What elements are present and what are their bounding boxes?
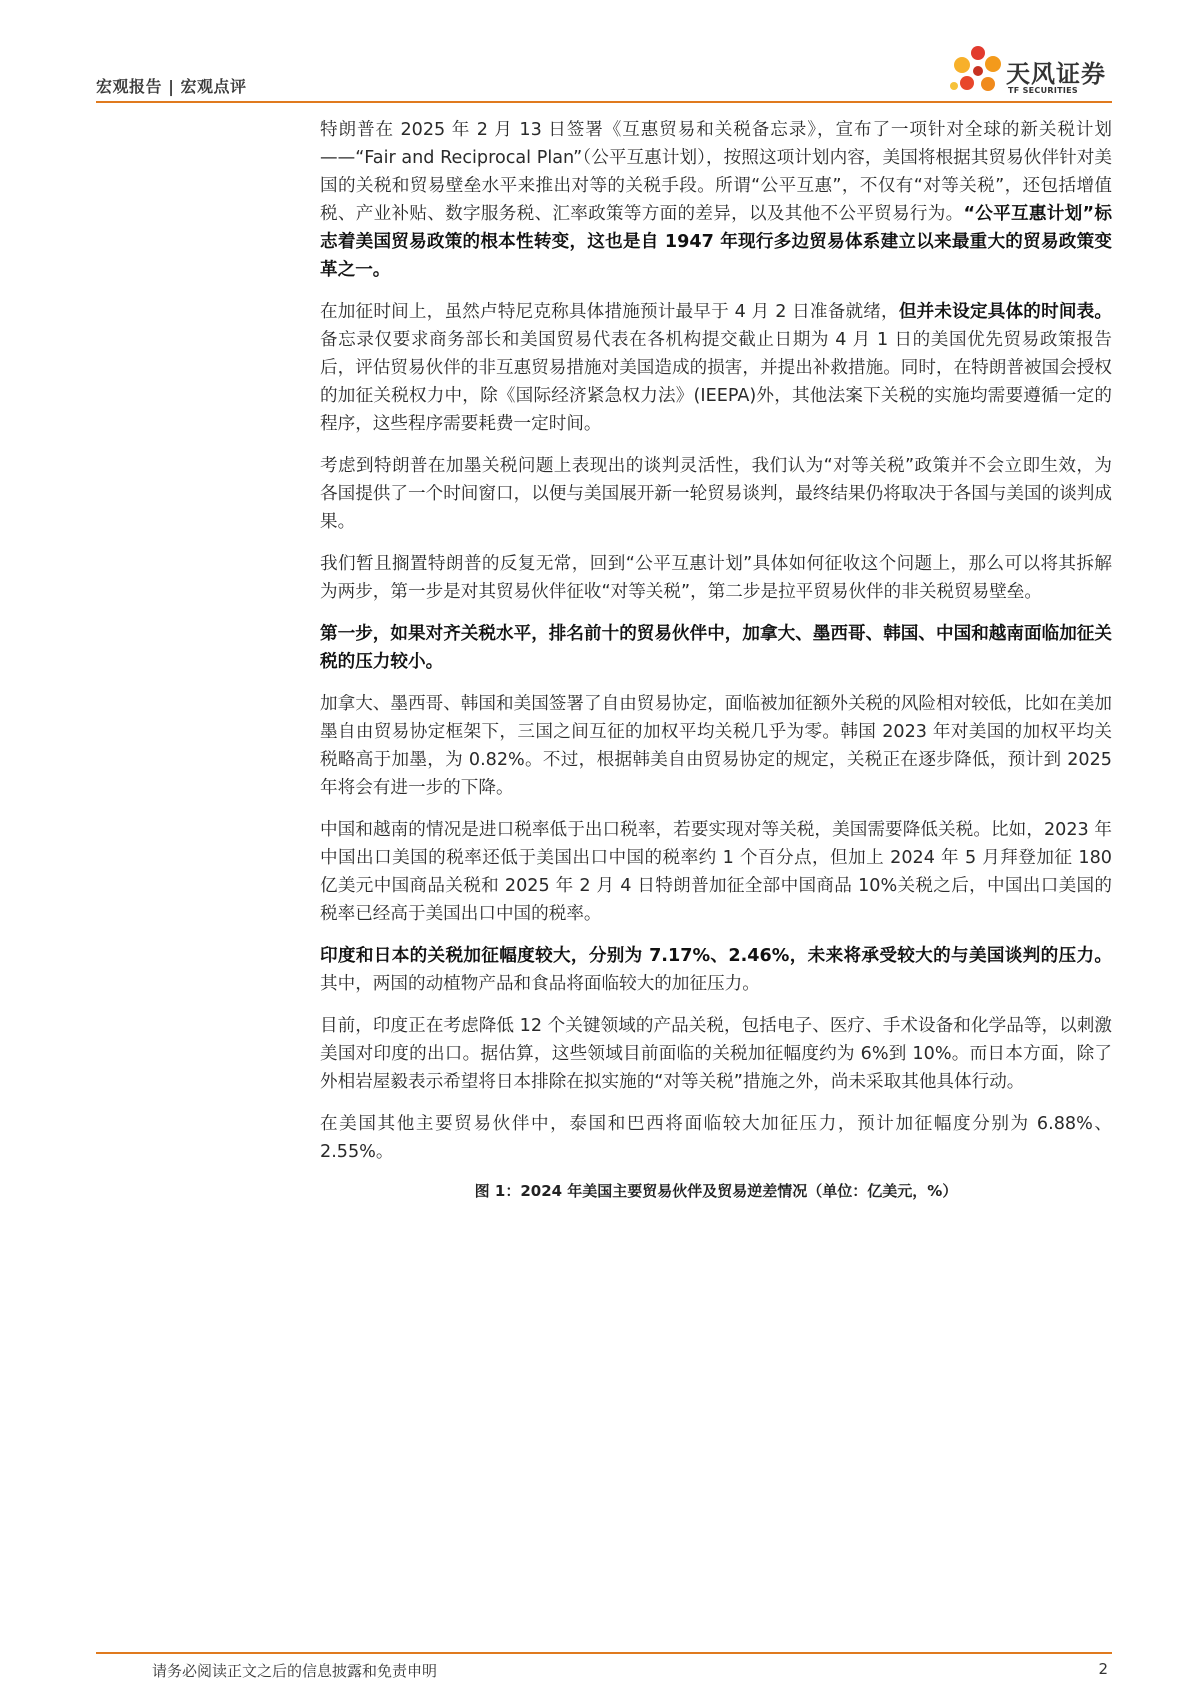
emphasis-text: 第一步，如果对齐关税水平，排名前十的贸易伙伴中，加拿大、墨西哥、韩国、中国和越南面临加征关税的压力较小。 xyxy=(320,624,1112,672)
emphasis-text: 印度和日本的关税加征幅度较大，分别为 7.17%、2.46%，未来将承受较大的与美国谈判的压力。 xyxy=(320,946,1112,966)
paragraph-text: 备忘录仅要求商务部长和美国贸易代表在各机构提交截止日期为 4 月 1 日的美国优先贸易政策报告后，评估贸易伙伴的非互惠贸易措施对美国造成的损害，并提出补救措施。同时，在特朗普被国会授权的加征关税权力中，除《国际经济紧急权力法》(IEEPA)外，其他法案下关税的实施均需要遵循一定的程序，这些程序需要耗费一定时间。 xyxy=(320,330,1112,434)
footer-divider xyxy=(96,1652,1112,1654)
page-footer xyxy=(96,1652,1112,1682)
emphasis-text: 但并未设定具体的时间表。 xyxy=(898,302,1112,322)
body-paragraph xyxy=(320,452,1112,536)
body-paragraph xyxy=(320,298,1112,438)
emphasis-text: “公平互惠计划”标志着美国贸易政策的根本性转变，这也是自 1947 年现行多边贸易体系建立以来最重大的贸易政策变革之一。 xyxy=(320,204,1112,280)
body-paragraph xyxy=(320,116,1112,284)
report-body xyxy=(320,116,1112,1201)
body-paragraph xyxy=(320,942,1112,998)
company-logo xyxy=(948,44,1118,100)
paragraph-text: 加拿大、墨西哥、韩国和美国签署了自由贸易协定，面临被加征额外关税的风险相对较低，比如在美加墨自由贸易协定框架下，三国之间互征的加权平均关税几乎为零。韩国 2023 年对美国的加权平均关税略高于加墨，为 0.82%。不过，根据韩美自由贸易协定的规定，关税正在逐步降低，预计到 2025 年将会有进一步的下降。 xyxy=(320,694,1112,798)
paragraph-text: 考虑到特朗普在加墨关税问题上表现出的谈判灵活性，我们认为“对等关税”政策并不会立即生效，为各国提供了一个时间窗口，以便与美国展开新一轮贸易谈判，最终结果仍将取决于各国与美国的谈判成果。 xyxy=(320,456,1112,532)
paragraph-text: 我们暂且搁置特朗普的反复无常，回到“公平互惠计划”具体如何征收这个问题上，那么可以将其拆解为两步，第一步是对其贸易伙伴征收“对等关税”，第二步是拉平贸易伙伴的非关税贸易壁垒。 xyxy=(320,554,1112,602)
paragraph-text: 中国和越南的情况是进口税率低于出口税率，若要实现对等关税，美国需要降低关税。比如，2023 年中国出口美国的税率还低于美国出口中国的税率约 1 个百分点，但加上 2024 年 5 月拜登加征 180 亿美元中国商品关税和 2025 年 2 月 4 日特朗普加征全部中国商品 10%关税之后，中国出口美国的税率已经高于美国出口中国的税率。 xyxy=(320,820,1112,924)
figure-caption: 图 1：2024 年美国主要贸易伙伴及贸易逆差情况（单位：亿美元，%） xyxy=(474,1182,958,1200)
paragraph-text: 目前，印度正在考虑降低 12 个关键领域的产品关税，包括电子、医疗、手术设备和化学品等，以刺激美国对印度的出口。据估算，这些领域目前面临的关税加征幅度约为 6%到 10%。而日本方面，除了外相岩屋毅表示希望将日本排除在拟实施的“对等关税”措施之外，尚未采取其他具体行动。 xyxy=(320,1016,1112,1092)
body-paragraph xyxy=(320,816,1112,928)
company-name: 天风证券 xyxy=(1006,60,1106,88)
body-paragraph xyxy=(320,1110,1112,1166)
body-paragraph xyxy=(320,690,1112,802)
paragraph-list xyxy=(320,116,1112,1166)
body-paragraph xyxy=(320,550,1112,606)
body-paragraph xyxy=(320,620,1112,676)
company-english-name: TF SECURITIES xyxy=(1008,86,1078,95)
page-number: 2 xyxy=(1098,1660,1108,1678)
paragraph-text: 在美国其他主要贸易伙伴中，泰国和巴西将面临较大加征压力，预计加征幅度分别为 6.88%、2.55%。 xyxy=(320,1114,1112,1162)
paragraph-text: 特朗普在 2025 年 2 月 13 日签署《互惠贸易和关税备忘录》，宣布了一项针对全球的新关税计划——“Fair and Reciprocal Plan”（公平互惠计划），按照这项计划内容，美国将根据其贸易伙伴针对美国的关税和贸易壁垒水平来推出对等的关税手段。所谓“公平互惠”，不仅有“对等关税”，还包括增值税、产业补贴、数字服务税、汇率政策等方面的差异，以及其他不公平贸易行为。 xyxy=(320,120,1112,224)
disclaimer-text: 请务必阅读正文之后的信息披露和免责申明 xyxy=(152,1662,438,1680)
header-divider xyxy=(96,101,1112,103)
report-type-label: 宏观报告 | 宏观点评 xyxy=(96,77,247,96)
page-header xyxy=(96,44,1112,104)
body-paragraph xyxy=(320,1012,1112,1096)
flower-logo-icon xyxy=(948,44,1008,100)
paragraph-text: 其中，两国的动植物产品和食品将面临较大的加征压力。 xyxy=(320,974,760,994)
paragraph-text: 在加征时间上，虽然卢特尼克称具体措施预计最早于 4 月 2 日准备就绪， xyxy=(320,302,899,322)
